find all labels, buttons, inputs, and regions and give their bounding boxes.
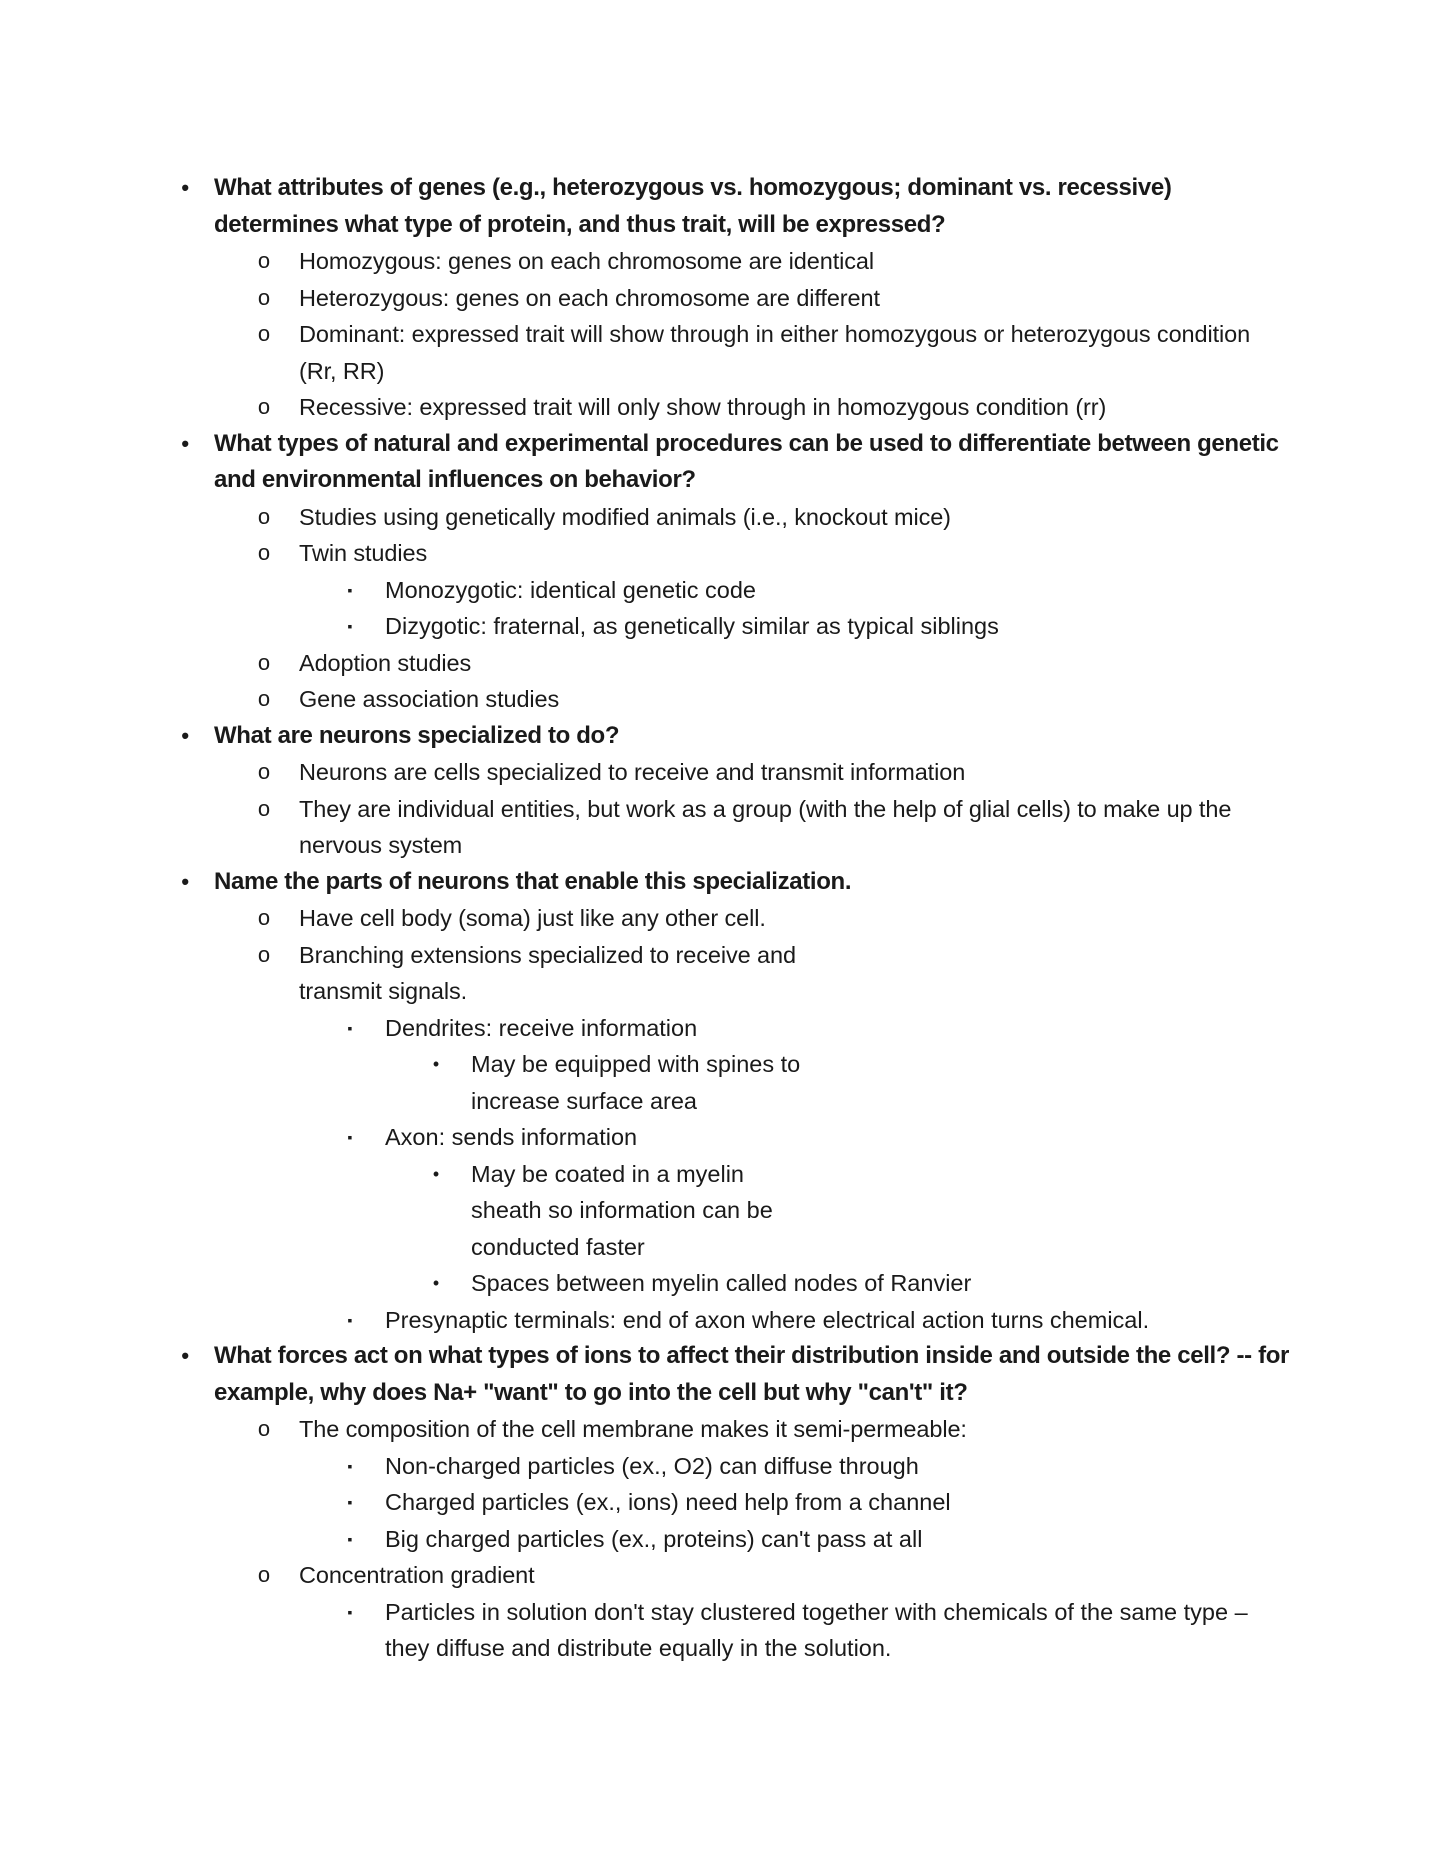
sub-answer-item-text: Big charged particles (ex., proteins) can't pass at all: [385, 1525, 923, 1552]
sub-answer-item: [170, 1119, 1290, 1156]
answer-item-text: Twin studies: [299, 540, 428, 566]
circle-bullet-icon: o: [257, 649, 271, 675]
question-item-text: What forces act on what types of ions to affect their distribution inside and outside the cell? -- for example, why does Na+ "want" to go into the cell but why "can't" it?: [214, 1342, 1290, 1406]
question-item: [170, 426, 1290, 499]
answer-item: [170, 389, 1290, 426]
bullet-icon: •: [181, 175, 189, 200]
sub-answer-item-text: Presynaptic terminals: end of axon where electrical action turns chemical.: [385, 1306, 1150, 1333]
answer-item-text: Dominant: expressed trait will show through in either homozygous or heterozygous condition (Rr, RR): [299, 321, 1251, 384]
square-bullet-icon: ▪: [347, 1530, 353, 1547]
circle-bullet-icon: o: [257, 795, 271, 821]
circle-bullet-icon: o: [257, 503, 271, 529]
answer-item: [170, 937, 1290, 1010]
circle-bullet-icon: o: [257, 394, 271, 419]
bullet-icon: •: [432, 1054, 440, 1074]
detail-item-text: May be equipped with spines to increase surface area: [471, 1051, 801, 1114]
answer-item-text: Recessive: expressed trait will only show through in homozygous condition (rr): [299, 394, 1107, 420]
bullet-icon: •: [181, 1343, 189, 1368]
answer-item: [170, 243, 1290, 280]
sub-answer-item: [170, 1302, 1290, 1339]
circle-bullet-icon: o: [257, 1416, 271, 1441]
sub-answer-item-text: Axon: sends information: [385, 1124, 638, 1150]
answer-item: [170, 645, 1290, 682]
circle-bullet-icon: o: [257, 941, 271, 967]
sub-answer-item: [170, 608, 1290, 645]
circle-bullet-icon: o: [257, 248, 271, 273]
question-item-text: What are neurons specialized to do?: [214, 721, 620, 749]
circle-bullet-icon: o: [257, 905, 271, 930]
circle-bullet-icon: o: [257, 540, 271, 565]
answer-item-text: Neurons are cells specialized to receive and transmit information: [299, 759, 966, 785]
question-item: [170, 718, 1290, 755]
sub-answer-item-text: Particles in solution don't stay clustered together with chemicals of the same type – they diffuse and distribute equally in the solution.: [385, 1598, 1248, 1661]
answer-item-text: The composition of the cell membrane makes it semi-permeable:: [299, 1416, 967, 1442]
circle-bullet-icon: o: [257, 284, 271, 310]
sub-answer-item-text: Dizygotic: fraternal, as genetically similar as typical siblings: [385, 613, 999, 639]
answer-item: [170, 1557, 1290, 1594]
sub-answer-item-text: Charged particles (ex., ions) need help from a channel: [385, 1489, 951, 1515]
square-bullet-icon: ▪: [347, 1457, 353, 1474]
square-bullet-icon: ▪: [347, 1494, 353, 1510]
question-item: [170, 170, 1290, 243]
sub-answer-item: [170, 572, 1290, 609]
sub-answer-item: [170, 1010, 1290, 1047]
square-bullet-icon: ▪: [347, 618, 353, 634]
square-bullet-icon: ▪: [347, 1603, 353, 1620]
answer-item: [170, 1411, 1290, 1448]
answer-item-text: Branching extensions specialized to receive and transmit signals.: [299, 941, 796, 1004]
detail-item-text: Spaces between myelin called nodes of Ranvier: [471, 1270, 972, 1296]
bullet-icon: •: [181, 430, 189, 456]
answer-item: [170, 754, 1290, 791]
square-bullet-icon: ▪: [347, 1311, 353, 1328]
bullet-icon: •: [432, 1273, 440, 1293]
question-item: [170, 1338, 1290, 1411]
answer-item: [170, 499, 1290, 536]
detail-item: [170, 1265, 1290, 1302]
answer-item-text: They are individual entities, but work as a group (with the help of glial cells) to make up the nervous system: [299, 795, 1232, 858]
answer-item: [170, 681, 1290, 718]
square-bullet-icon: ▪: [347, 581, 353, 598]
sub-answer-item: [170, 1484, 1290, 1521]
detail-item: [170, 1156, 1290, 1266]
circle-bullet-icon: o: [257, 759, 271, 784]
sub-answer-item-text: Non-charged particles (ex., O2) can diffuse through: [385, 1452, 919, 1479]
answer-item-text: Have cell body (soma) just like any other cell.: [299, 905, 766, 931]
question-item-text: What attributes of genes (e.g., heterozygous vs. homozygous; dominant vs. recessive) determines what type of protein, and thus trait, will be expressed?: [214, 174, 1172, 238]
answer-item-text: Adoption studies: [299, 649, 472, 676]
answer-item-text: Concentration gradient: [299, 1562, 535, 1588]
circle-bullet-icon: o: [257, 1562, 271, 1587]
detail-item-text: May be coated in a myelin sheath so information can be conducted faster: [471, 1160, 773, 1260]
circle-bullet-icon: o: [257, 321, 271, 346]
sub-answer-item-text: Dendrites: receive information: [385, 1014, 698, 1041]
answer-item: [170, 280, 1290, 317]
answer-item: [170, 316, 1290, 389]
study-guide-outline: [170, 170, 1290, 1667]
answer-item-text: Gene association studies: [299, 686, 560, 712]
detail-item: [170, 1046, 1290, 1119]
question-item: [170, 864, 1290, 901]
sub-answer-item: [170, 1448, 1290, 1485]
bullet-icon: •: [432, 1163, 440, 1184]
answer-item-text: Heterozygous: genes on each chromosome are different: [299, 284, 880, 311]
sub-answer-item: [170, 1594, 1290, 1667]
bullet-icon: •: [181, 722, 189, 748]
answer-item-text: Homozygous: genes on each chromosome are identical: [299, 248, 874, 274]
answer-item: [170, 791, 1290, 864]
circle-bullet-icon: o: [257, 686, 271, 711]
sub-answer-item: [170, 1521, 1290, 1558]
question-item-text: What types of natural and experimental procedures can be used to differentiate between genetic and environmental influences on behavior?: [214, 429, 1279, 493]
question-item-text: Name the parts of neurons that enable this specialization.: [214, 867, 852, 895]
answer-item: [170, 535, 1290, 572]
bullet-icon: •: [181, 868, 189, 894]
square-bullet-icon: ▪: [347, 1129, 353, 1145]
answer-item-text: Studies using genetically modified animals (i.e., knockout mice): [299, 503, 951, 530]
answer-item: [170, 900, 1290, 937]
sub-answer-item-text: Monozygotic: identical genetic code: [385, 576, 756, 603]
square-bullet-icon: ▪: [347, 1019, 353, 1036]
